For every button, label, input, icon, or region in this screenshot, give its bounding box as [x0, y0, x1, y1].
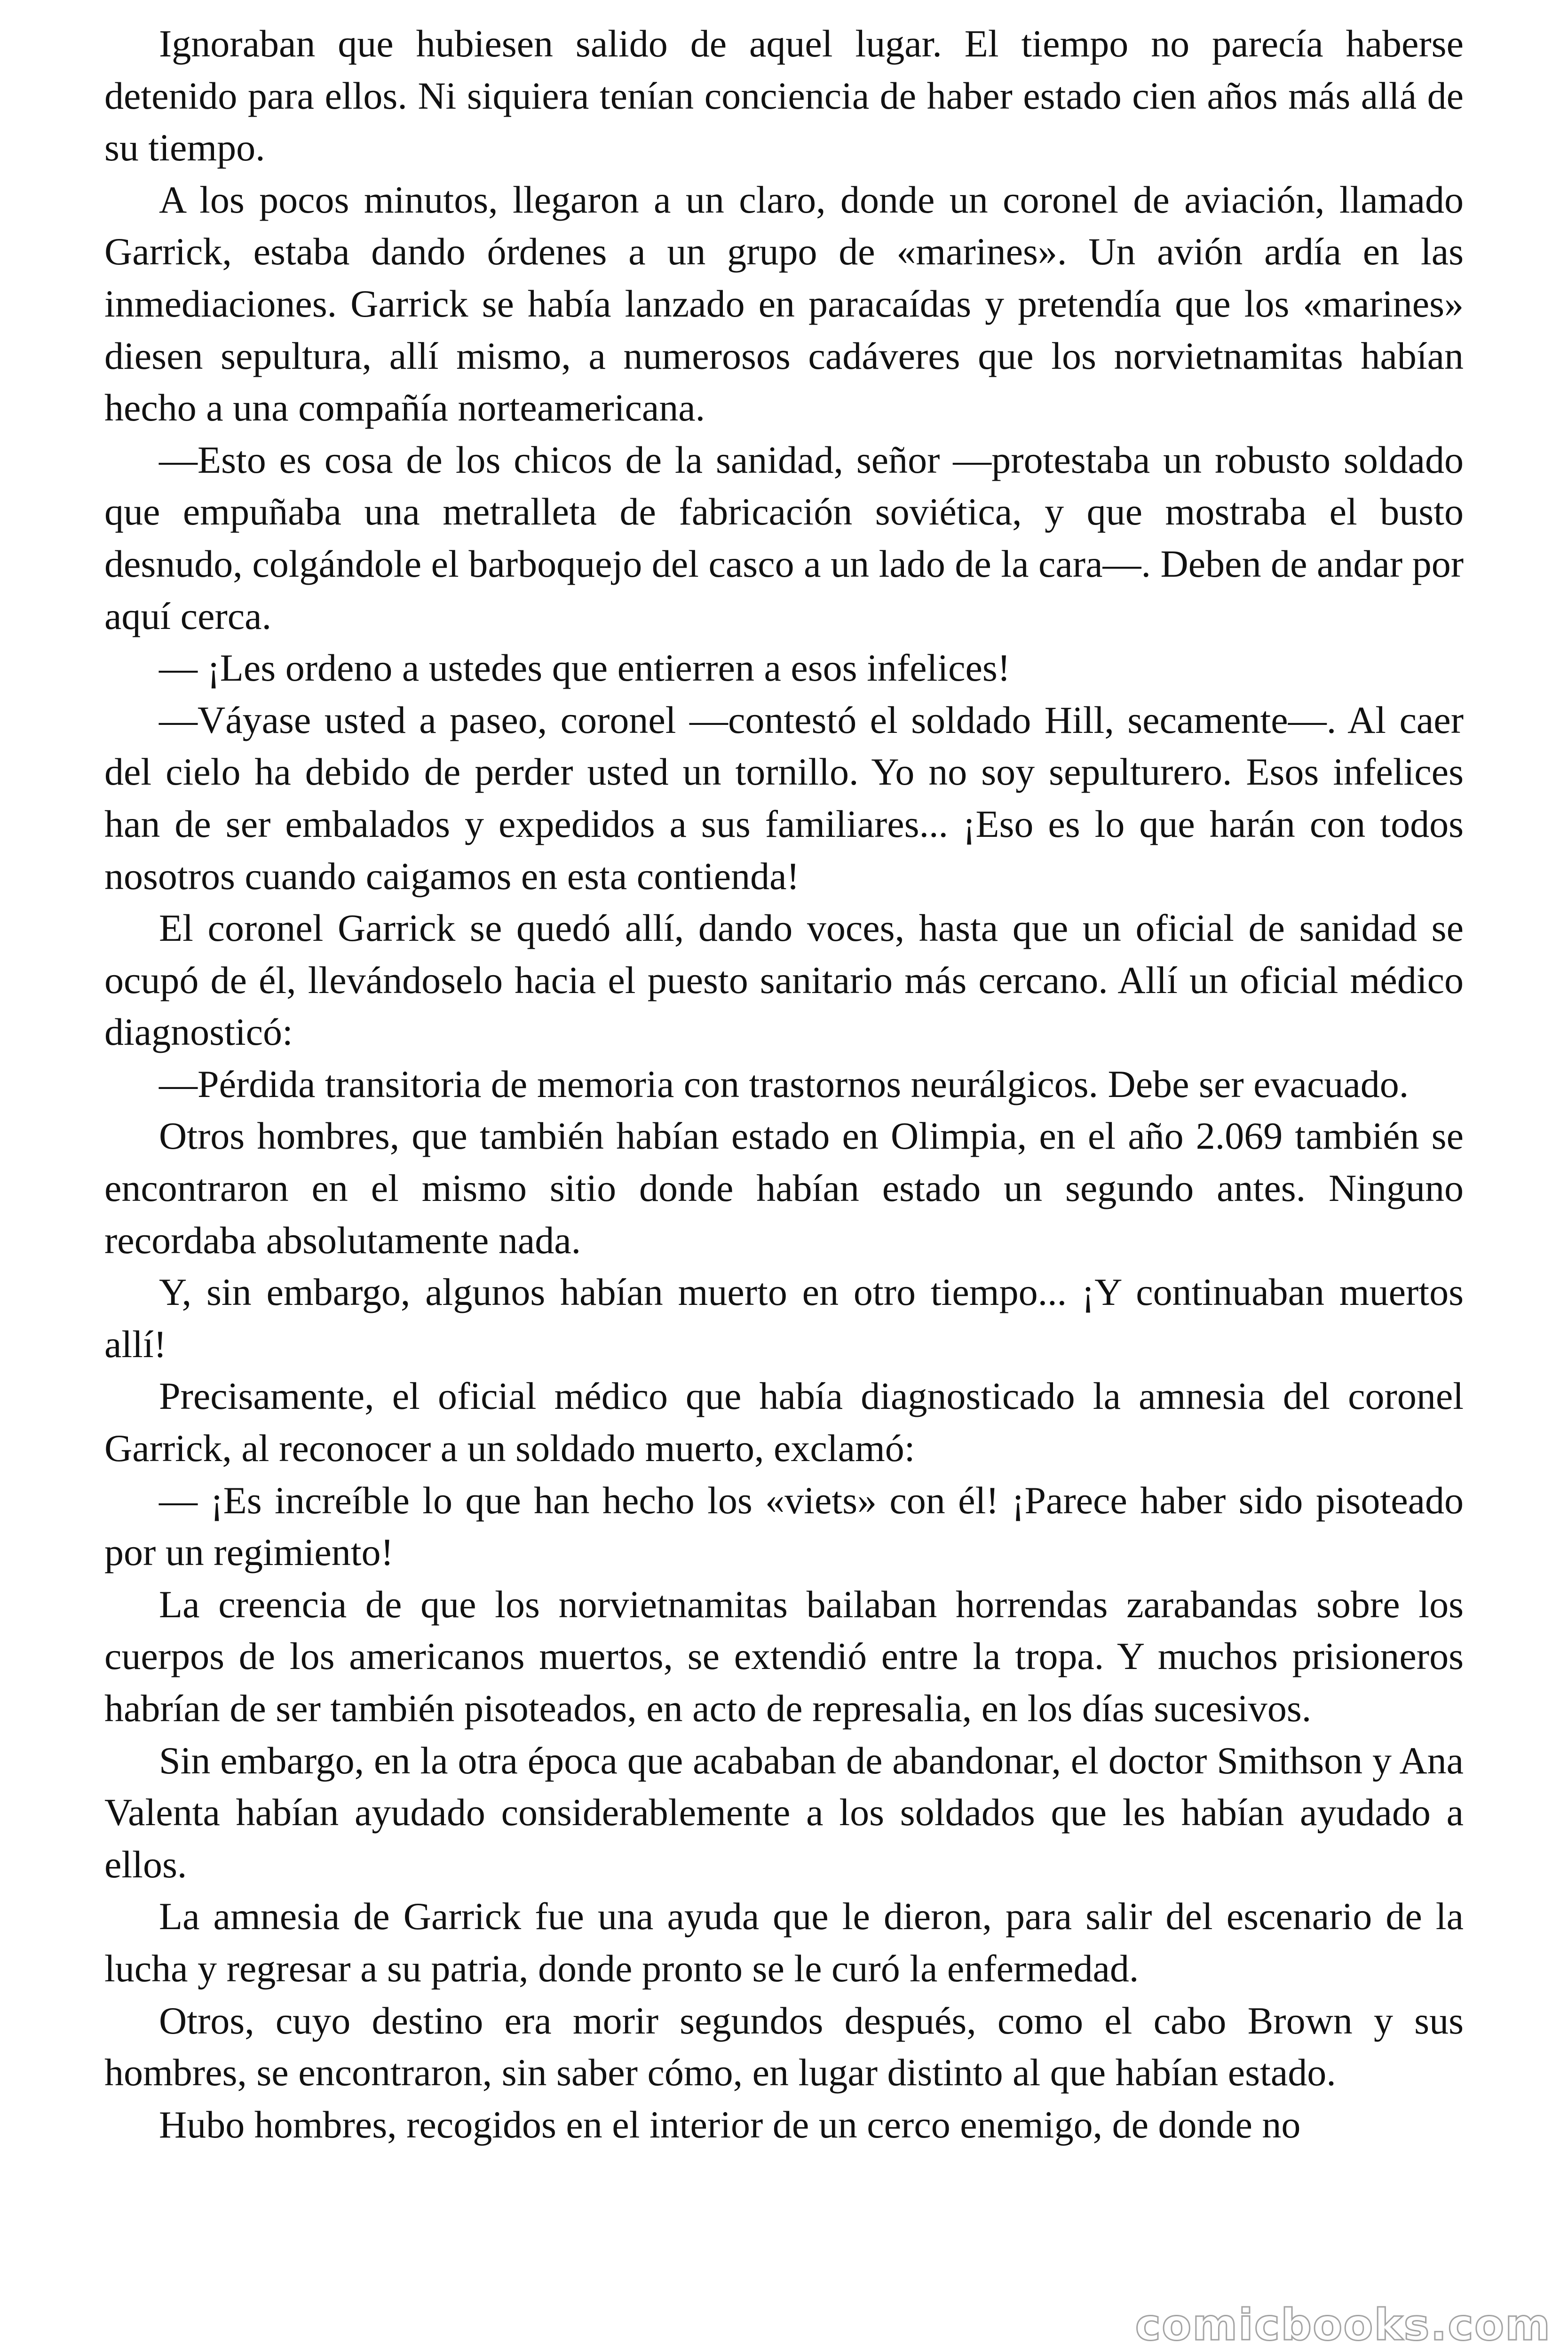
paragraph-3: —Esto es cosa de los chicos de la sanidad, señor —protestaba un robusto soldado que empuñaba una metralleta de fabricación soviética, y que mostraba el busto desnudo, colgándole el barboquejo del casco a un lado de la cara—. Deben de andar por aquí cerca. — [104, 438, 1464, 637]
paragraph-1: Ignoraban que hubiesen salido de aquel lugar. El tiempo no parecía haberse detenido para ellos. Ni siquiera tenían conciencia de haber estado cien años más allá de su tiempo. — [104, 22, 1464, 169]
paragraph-10: Precisamente, el oficial médico que había diagnosticado la amnesia del coronel Garrick, al reconocer a un soldado muerto, exclamó: — [104, 1375, 1464, 1470]
paragraph-9: Y, sin embargo, algunos habían muerto en otro tiempo... ¡Y continuaban muertos allí! — [104, 1271, 1464, 1366]
paragraph-7: —Pérdida transitoria de memoria con trastornos neurálgicos. Debe ser evacuado. — [159, 1062, 1409, 1105]
paragraph-6: El coronel Garrick se quedó allí, dando voces, hasta que un oficial de sanidad se ocupó de él, llevándoselo hacia el puesto sanitario más cercano. Allí un oficial médico diagnosticó: — [104, 906, 1464, 1054]
paragraph-13: Sin embargo, en la otra época que acababan de abandonar, el doctor Smithson y Ana Valenta habían ayudado considerablemente a los soldados que les habían ayudado a ellos. — [104, 1739, 1464, 1886]
paragraph-15: Otros, cuyo destino era morir segundos después, como el cabo Brown y sus hombres, se encontraron, sin saber cómo, en lugar distinto al que habían estado. — [104, 1999, 1464, 2094]
body-text — [104, 18, 1464, 2151]
paragraph-14: La amnesia de Garrick fue una ayuda que le dieron, para salir del escenario de la lucha y regresar a su patria, donde pronto se le curó la enfermedad. — [104, 1895, 1464, 1990]
paragraph-8: Otros hombres, que también habían estado en Olimpia, en el año 2.069 también se encontraron en el mismo sitio donde habían estado un segundo antes. Ninguno recordaba absolutamente nada. — [104, 1114, 1464, 1262]
paragraph-16: Hubo hombres, recogidos en el interior de un cerco enemigo, de donde no — [159, 2103, 1301, 2146]
paragraph-12: La creencia de que los norvietnamitas bailaban horrendas zarabandas sobre los cuerpos de los americanos muertos, se extendió entre la tropa. Y muchos prisioneros habrían de ser también pisoteados, en acto de represalia, en los días sucesivos. — [104, 1582, 1464, 1730]
paragraph-5: —Váyase usted a paseo, coronel —contestó el soldado Hill, secamente—. Al caer del cielo ha debido de perder usted un tornillo. Yo no soy sepulturero. Esos infelices han de ser embalados y expedidos a sus familiares... ¡Eso es lo que harán con todos nosotros cuando caigamos en esta contienda! — [104, 698, 1464, 898]
watermark-logo: comicbooks.com — [1135, 2300, 1551, 2350]
paragraph-4: — ¡Les ordeno a ustedes que entierren a esos infelices! — [159, 646, 1011, 690]
paragraph-2: A los pocos minutos, llegaron a un claro, donde un coronel de aviación, llamado Garrick, estaba dando órdenes a un grupo de «marines». Un avión ardía en las inmediaciones. Garrick se había lanzado en paracaídas y pretendía que los «marines» diesen sepultura, allí mismo, a numerosos cadáveres que los norvietnamitas habían hecho a una compañía norteamericana. — [104, 178, 1464, 429]
paragraph-11: — ¡Es increíble lo que han hecho los «viets» con él! ¡Parece haber sido pisoteado por un regimiento! — [104, 1478, 1464, 1574]
